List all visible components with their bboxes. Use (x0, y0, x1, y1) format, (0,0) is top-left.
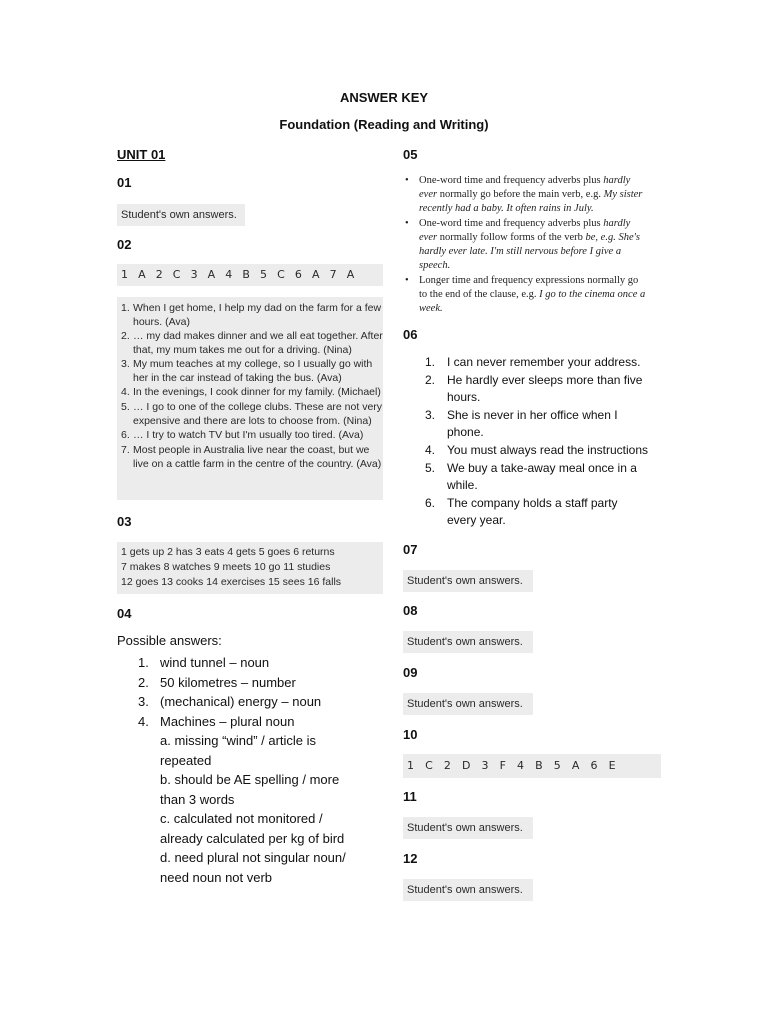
list-item: 6. The company holds a staff party every year. (425, 495, 618, 528)
section-02-quotes (117, 297, 383, 500)
list-item: 3. My mum teaches at my college, so I usually go with her in the car instead of taking the bus. (Ava) (121, 358, 373, 384)
section-08-heading: 08 (403, 603, 418, 618)
section-10-answer-line: 1 C 2 D 3 F 4 B 5 A 6 E (403, 754, 661, 778)
page-title: ANSWER KEY (339, 90, 429, 105)
list-item: • One-word time and frequency adverbs plus hardly ever normally go before the main verb, e.g. My sister recently had a baby. It often rains in July. (405, 175, 643, 214)
unit-heading: UNIT 01 (117, 147, 166, 162)
section-09-answer: Student's own answers. (403, 693, 533, 715)
section-03-line: 7 makes 8 watches 9 meets 10 go 11 studies (121, 561, 331, 573)
list-item: 2. He hardly ever sleeps more than five hours. (425, 372, 643, 405)
section-05-heading: 05 (403, 147, 418, 162)
list-item: 1. When I get home, I help my dad on the farm for a few hours. (Ava) (121, 302, 382, 328)
section-06-list (425, 354, 650, 530)
section-12-answer: Student's own answers. (403, 879, 533, 901)
section-04-heading: 04 (117, 606, 132, 621)
list-item: 3. She is never in her office when I phone. (425, 407, 618, 440)
list-subitem: c. calculated not monitored / already calculated per kg of bird (160, 811, 345, 846)
list-item: 2. … my dad makes dinner and we all eat together. After that, my mum takes me out for a driving. (Nina) (121, 330, 383, 356)
section-01-heading: 01 (117, 175, 132, 190)
list-item: 1. wind tunnel – noun (138, 655, 270, 670)
section-09-heading: 09 (403, 665, 418, 680)
section-02-heading: 02 (117, 237, 132, 252)
list-item: • Longer time and frequency expressions normally go to the end of the clause, e.g. I go to the cinema once a week. (405, 275, 646, 314)
section-11-answer: Student's own answers. (403, 817, 533, 839)
section-07-heading: 07 (403, 542, 418, 557)
list-item: 5. … I go to one of the college clubs. These are not very expensive and there are lots to choose from. (Nina) (121, 401, 383, 427)
page-subtitle: Foundation (Reading and Writing) (279, 117, 489, 132)
section-01-answer: Student's own answers. (117, 204, 245, 226)
section-10-heading: 10 (403, 727, 418, 742)
section-11-heading: 11 (403, 789, 417, 804)
section-05-bullets (403, 174, 648, 316)
section-07-answer: Student's own answers. (403, 570, 533, 592)
list-item: 3. (mechanical) energy – noun (138, 694, 322, 709)
list-item: 4. You must always read the instructions (425, 442, 648, 457)
list-item: 4. Machines – plural noun (138, 713, 295, 729)
section-03-line: 12 goes 13 cooks 14 exercises 15 sees 16 falls (121, 576, 342, 588)
section-03-heading: 03 (117, 514, 132, 529)
list-subitem: a. missing “wind” / article is repeated (160, 733, 317, 768)
section-02-answer-line: 1 A 2 C 3 A 4 B 5 C 6 A 7 A (117, 264, 383, 286)
section-02-quote-list (121, 301, 383, 471)
list-item: 2. 50 kilometres – number (138, 674, 296, 690)
list-item: • One-word time and frequency adverbs plus hardly ever normally follow forms of the verb be, e.g. She's hardly ever late. I'm still nervous before I give a speech. (405, 218, 640, 271)
section-04-intro: Possible answers: (117, 633, 222, 648)
list-item: 6. … I try to watch TV but I'm usually too tired. (Ava) (121, 429, 364, 441)
section-03-answers (117, 542, 383, 594)
list-item: 1. I can never remember your address. (425, 355, 641, 369)
list-item: 4. In the evenings, I cook dinner for my family. (Michael) (121, 386, 381, 398)
list-subitem: b. should be AE spelling / more than 3 words (160, 772, 340, 807)
list-item: 7. Most people in Australia live near the coast, but we live on a cattle farm in the centre of the country. (Ava) (121, 444, 382, 470)
section-06-heading: 06 (403, 327, 418, 342)
section-12-heading: 12 (403, 851, 418, 866)
list-subitem: d. need plural not singular noun/ need noun not verb (160, 850, 346, 885)
list-item: 5. We buy a take-away meal once in a while. (425, 460, 637, 493)
section-04-list (138, 653, 348, 887)
section-03-line: 1 gets up 2 has 3 eats 4 gets 5 goes 6 returns (121, 546, 335, 558)
section-08-answer: Student's own answers. (403, 631, 533, 653)
